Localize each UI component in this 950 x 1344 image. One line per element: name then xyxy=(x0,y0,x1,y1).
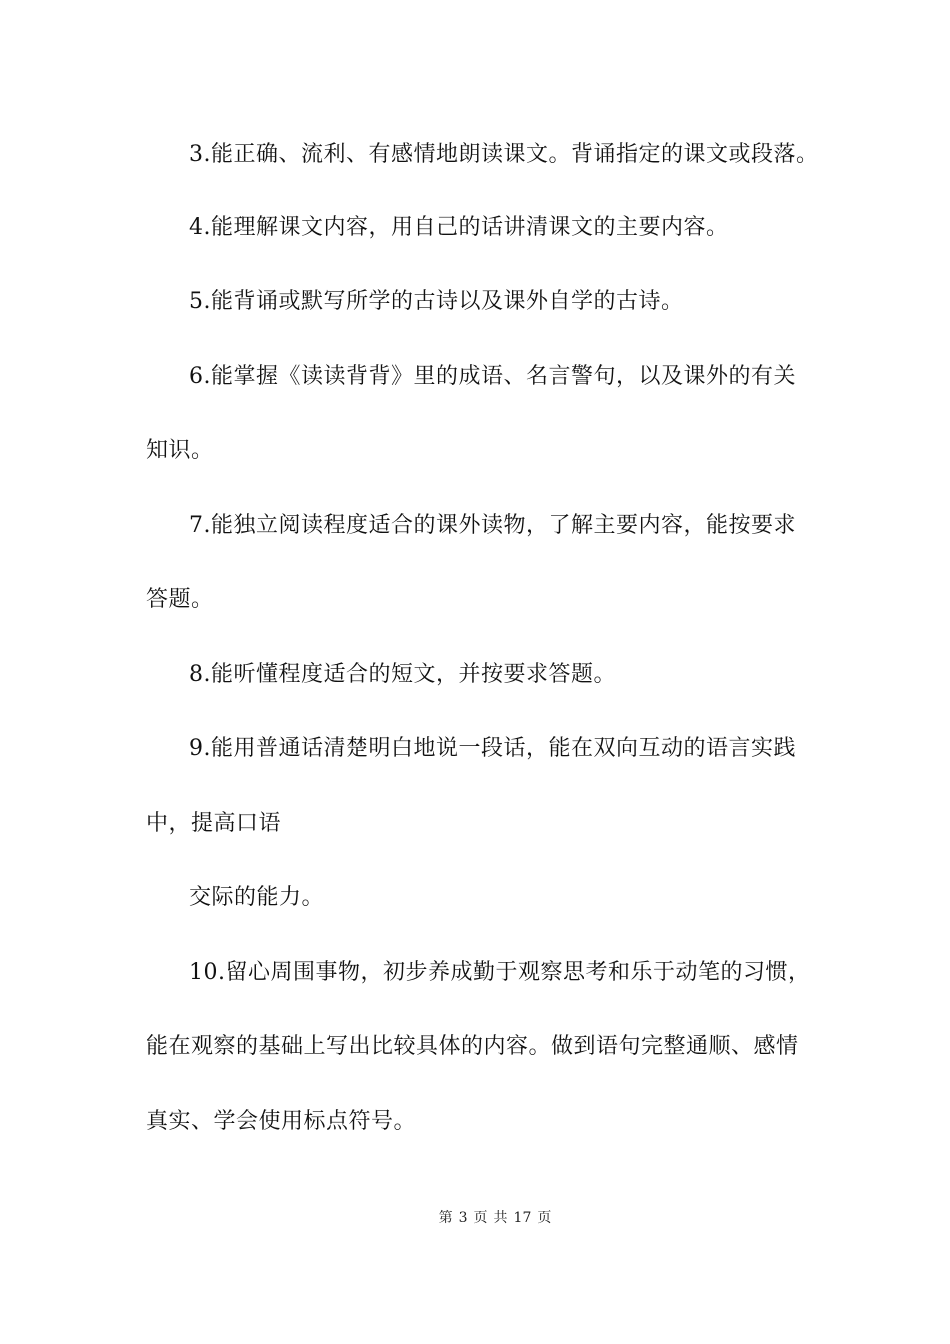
text-line: 9.能用普通话清楚明白地说一段话，能在双向互动的语言实践 xyxy=(189,736,796,761)
text-line: 中，提高口语 xyxy=(146,811,282,836)
text-line: 交际的能力。 xyxy=(189,885,325,910)
text-line: 知识。 xyxy=(146,438,214,463)
text-line: 7.能独立阅读程度适合的课外读物，了解主要内容，能按要求 xyxy=(189,513,796,538)
text-line: 答题。 xyxy=(146,587,214,612)
text-line: 8.能听懂程度适合的短文，并按要求答题。 xyxy=(189,662,616,687)
text-line: 5.能背诵或默写所学的古诗以及课外自学的古诗。 xyxy=(189,289,684,314)
footer-suffix: 页 xyxy=(537,1210,552,1226)
footer-total-pages: 17 xyxy=(513,1210,532,1226)
text-line: 真实、学会使用标点符号。 xyxy=(146,1109,417,1134)
text-line: 能在观察的基础上写出比较具体的内容。做到语句完整通顺、感情 xyxy=(146,1034,799,1059)
text-line: 4.能理解课文内容，用自己的话讲清课文的主要内容。 xyxy=(189,215,729,240)
footer-page-word: 页 xyxy=(473,1210,488,1226)
footer-current-page: 3 xyxy=(458,1210,468,1226)
text-line: 10.留心周围事物，初步养成勤于观察思考和乐于动笔的习惯， xyxy=(189,960,811,985)
text-line: 6.能掌握《读读背背》里的成语、名言警句，以及课外的有关 xyxy=(189,364,796,389)
text-line: 3.能正确、流利、有感情地朗读课文。背诵指定的课文或段落。 xyxy=(189,142,819,167)
page-footer xyxy=(0,1208,950,1228)
footer-prefix: 第 xyxy=(438,1210,453,1226)
footer-total-prefix: 共 xyxy=(493,1210,508,1226)
